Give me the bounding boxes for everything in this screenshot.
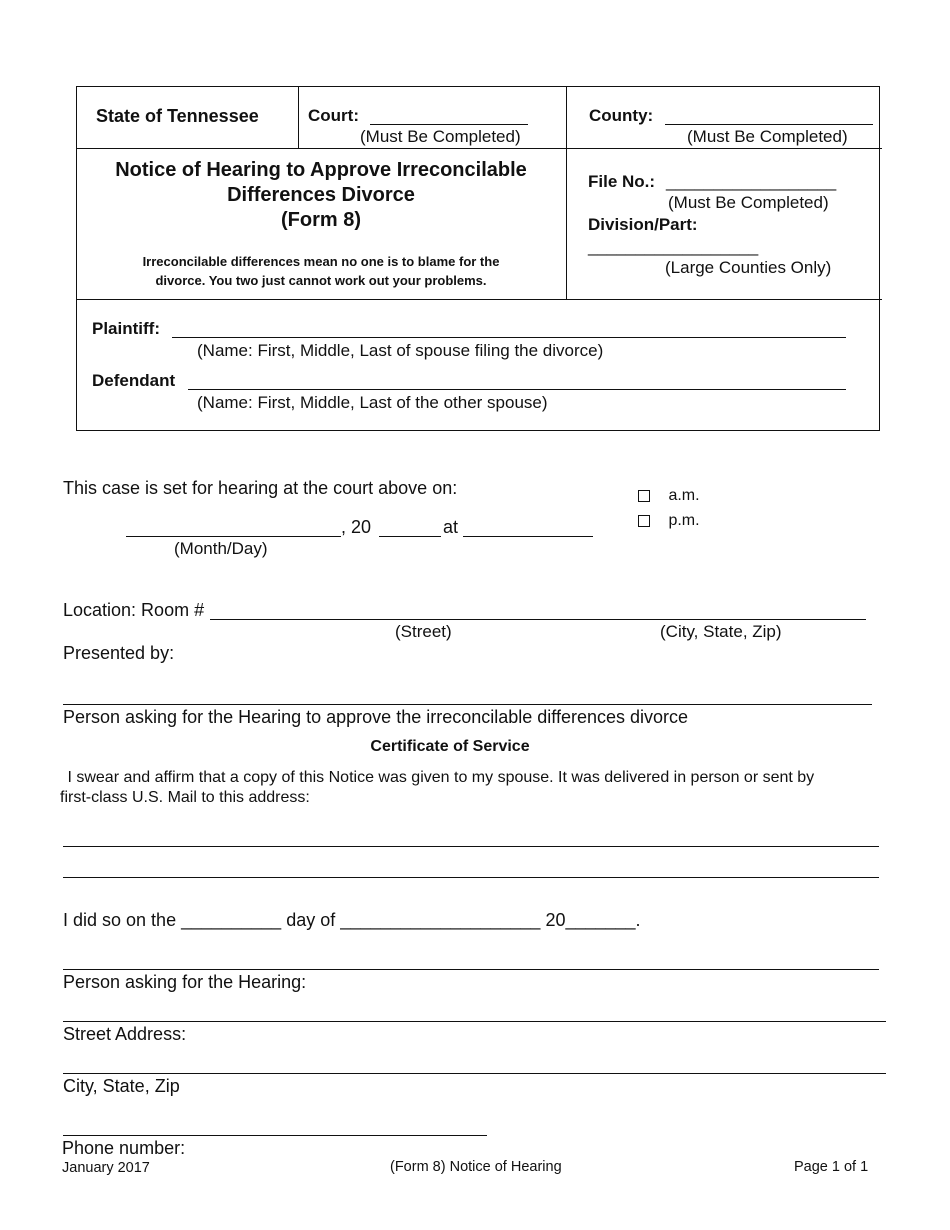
location-field[interactable] [210,619,866,620]
year-field[interactable] [379,536,441,537]
person-asking-hearing-label: Person asking for the Hearing: [63,972,307,992]
service-date-line[interactable]: I did so on the __________ day of ____________________ 20_______. [63,910,641,930]
certificate-text-line2: first-class U.S. Mail to this address: [60,789,310,806]
at-label: at [443,517,459,537]
am-option[interactable] [638,487,700,505]
am-label: a.m. [668,487,700,504]
file-no-note: (Must Be Completed) [668,193,829,212]
presenter-signature-field[interactable] [63,704,872,705]
state-label: State of Tennessee [96,106,259,126]
address-line-1[interactable] [63,846,879,847]
footer-form-name: (Form 8) Notice of Hearing [390,1159,562,1175]
month-day-field[interactable] [126,536,341,537]
court-label: Court: [308,106,359,125]
certificate-title: Certificate of Service [370,738,530,755]
table-divider [298,86,299,148]
location-label: Location: Room # [63,600,205,620]
phone-field[interactable] [63,1135,487,1136]
explanation-line2: divorce. You two just cannot work out your problems. [155,273,487,288]
division-note: (Large Counties Only) [665,258,832,277]
person-asking-label: Person asking for the Hearing to approve the irreconcilable differences divorce [63,707,689,727]
pm-option[interactable] [638,512,700,530]
am-checkbox[interactable] [638,490,650,502]
county-note: (Must Be Completed) [687,127,848,146]
form-title-line2: Differences Divorce [227,184,415,206]
plaintiff-field[interactable] [172,337,846,338]
county-label: County: [589,106,654,125]
court-note: (Must Be Completed) [360,127,521,146]
footer-page-number: Page 1 of 1 [794,1159,869,1175]
court-field[interactable] [370,124,528,125]
hearing-intro: This case is set for hearing at the court above on: [63,478,458,498]
pm-label: p.m. [668,512,700,529]
city-state-zip-label: City, State, Zip [63,1076,180,1096]
table-divider [76,148,882,149]
pm-checkbox[interactable] [638,515,650,527]
defendant-note: (Name: First, Middle, Last of the other spouse) [197,393,548,412]
explanation-line1: Irreconcilable differences mean no one is to blame for the [142,254,500,269]
person-asking-field[interactable] [63,969,879,970]
table-divider [76,299,882,300]
time-field[interactable] [463,536,593,537]
file-no-field[interactable]: __________________ [666,172,837,191]
street-address-label: Street Address: [63,1024,187,1044]
county-field[interactable] [665,124,873,125]
footer-date: January 2017 [62,1160,150,1176]
form-title-line1: Notice of Hearing to Approve Irreconcilable [115,159,527,181]
street-address-field[interactable] [63,1021,886,1022]
division-label: Division/Part: [588,215,698,234]
file-no-label: File No.: [588,172,656,191]
division-field[interactable]: __________________ [588,237,759,256]
plaintiff-note: (Name: First, Middle, Last of spouse filing the divorce) [197,341,604,360]
presented-by-label: Presented by: [63,643,175,663]
street-note: (Street) [395,622,452,641]
month-day-note: (Month/Day) [174,539,268,558]
defendant-label: Defendant [92,371,176,390]
city-state-zip-field[interactable] [63,1073,886,1074]
certificate-text-line1: I swear and affirm that a copy of this Notice was given to my spouse. It was delivered in person or sent by [63,769,815,786]
table-divider [566,86,567,299]
year-prefix: , 20 [341,517,372,537]
plaintiff-label: Plaintiff: [92,319,160,338]
defendant-field[interactable] [188,389,846,390]
address-line-2[interactable] [63,877,879,878]
phone-label: Phone number: [62,1138,186,1158]
form-title-line3: (Form 8) [281,209,361,231]
city-note: (City, State, Zip) [660,622,782,641]
